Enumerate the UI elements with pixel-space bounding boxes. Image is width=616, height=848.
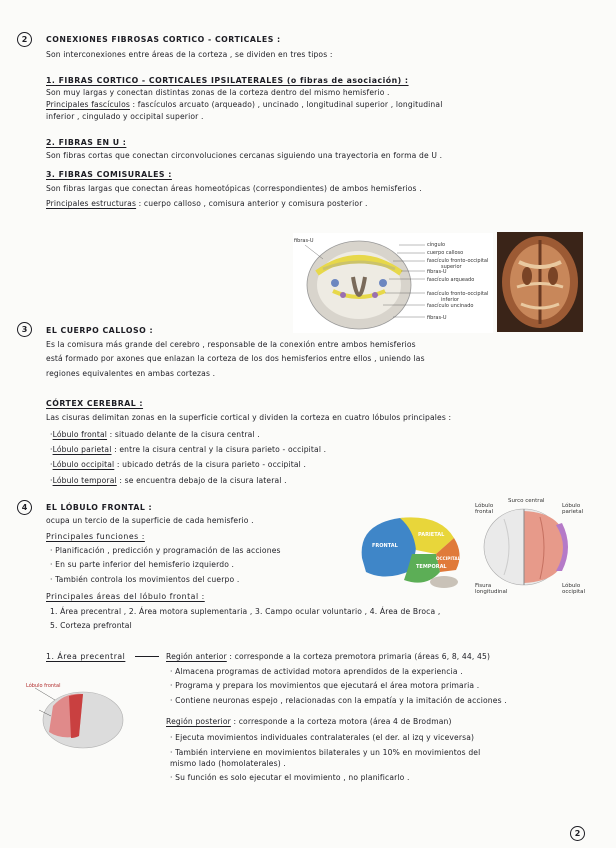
label-cingulo: cíngulo: [427, 242, 446, 248]
lobe-desc: : situado delante de la cisura central .: [107, 430, 260, 439]
text-line: [166, 652, 490, 662]
label-fronto-occipital-inferior: fascículo fronto-occipital: [427, 291, 489, 297]
lobe-desc: : entre la cisura central y la cisura parieto - occipital .: [111, 445, 327, 454]
label-temporal: TEMPORAL: [416, 564, 447, 570]
list-item: · También interviene en movimientos bilaterales y un 10% en movimientos del: [170, 748, 481, 757]
text-line: ocupa un tercio de la superficie de cada hemisferio .: [46, 516, 254, 525]
label-frontal: FRONTAL: [372, 543, 398, 549]
subsection-title-comisurales: 3. FIBRAS COMISURALES :: [46, 170, 172, 179]
lateral-lobes-figure: [356, 510, 466, 590]
text-line: Son fibras largas que conectan áreas homeotópicas (correspondientes) de ambos hemisferios .: [46, 184, 422, 193]
subsection-title-fibras-u: 2. FIBRAS EN U :: [46, 138, 127, 147]
text-line: 1. Área precentral , 2. Área motora suplementaria , 3. Campo ocular voluntario , 4. Área de Broca ,: [50, 607, 441, 616]
arrow-line: [135, 656, 159, 657]
list-item: mismo lado (homolaterales) .: [170, 759, 286, 768]
text-line: [46, 100, 442, 110]
section-number-3: 3: [17, 322, 32, 337]
text-line: inferior , cingulado y occipital superior .: [46, 112, 204, 121]
subsection-title-cortex: CÓRTEX CEREBRAL :: [46, 399, 144, 408]
text-line: [46, 199, 368, 209]
label-fibras-u-left: fibras-U: [294, 238, 314, 244]
section-title-cuerpo-calloso: EL CUERPO CALLOSO :: [46, 326, 154, 335]
lobe-name: Lóbulo frontal: [52, 430, 108, 439]
lobe-desc: : se encuentra debajo de la cisura lateral .: [116, 476, 287, 485]
superior-view-figure: [474, 495, 594, 601]
subsection-title-areas: Principales áreas del lóbulo frontal :: [46, 592, 205, 601]
label-surco-central: Surco central: [508, 498, 545, 504]
label-superior: superior: [441, 264, 462, 270]
subsection-title-ipsilaterales: 1. FIBRAS CORTICO - CORTICALES IPSILATERALES (o fibras de asociación) :: [46, 76, 409, 85]
list-item: · Su función es solo ejecutar el movimiento , no planificarlo .: [170, 773, 410, 782]
subsection-title-precentral: [46, 652, 125, 662]
label-fasciculo-uncinado: fascículo uncinado: [427, 303, 474, 309]
text-line: regiones equivalentes en ambas cortezas .: [46, 369, 216, 378]
text-line: Es la comisura más grande del cerebro , responsable de la conexión entre ambos hemisferios: [46, 340, 416, 349]
label-fibras-u: fibras-U: [427, 269, 447, 275]
list-item: · Almacena programas de actividad motora aprendidos de la experiencia .: [170, 667, 463, 676]
lobes-illustration: [356, 510, 466, 590]
coronal-brain-illustration: [293, 233, 493, 333]
text-line: Son muy largas y conectan distintas zonas de la corteza dentro del mismo hemisferio .: [46, 88, 390, 97]
function-item: · En su parte inferior del hemisferio izquierdo .: [50, 560, 235, 569]
dissection-image: [497, 232, 583, 332]
lobe-item: ·Lóbulo temporal : se encuentra debajo de la cisura lateral .: [50, 476, 287, 485]
page-number: 2: [570, 826, 585, 841]
precentral-illustration: [25, 680, 127, 760]
brain-dissection-photo: [497, 232, 583, 332]
label-lobulo-frontal: Lóbulo frontal: [475, 503, 494, 515]
label-lobulo-occipital: Lóbulo occipital: [562, 583, 586, 595]
label-inferior: inferior: [441, 297, 459, 303]
text-rest: : fascículos arcuato (arqueado) , uncinado , longitudinal superior , longitudinal: [129, 100, 443, 109]
label-lobulo-parietal: Lóbulo parietal: [562, 503, 584, 515]
lobe-item: ·Lóbulo parietal : entre la cisura central y la cisura parieto - occipital .: [50, 445, 327, 454]
lobe-name: Lóbulo parietal: [52, 445, 112, 454]
function-item: · Planificación , predicción y programación de las acciones: [50, 546, 281, 555]
label-parietal: PARIETAL: [418, 532, 445, 538]
region-anterior-desc: : corresponde a la corteza premotora primaria (áreas 6, 8, 44, 45): [226, 652, 491, 661]
section-title-lobulo-frontal: EL LÓBULO FRONTAL :: [46, 503, 153, 512]
region-posterior-title: Región posterior: [166, 717, 231, 726]
label-fronto-occipital-superior: fascículo fronto-occipital: [427, 258, 489, 264]
lobe-name: Lóbulo temporal: [52, 476, 117, 485]
text-line: 5. Corteza prefrontal: [50, 621, 132, 630]
region-anterior-title: Región anterior: [166, 652, 227, 661]
section-number-2: 2: [17, 32, 32, 47]
section-number-4: 4: [17, 500, 32, 515]
label-fisura-longitudinal: Fisura longitudinal: [475, 583, 508, 595]
text-line: Las cisuras delimitan zonas en la superficie cortical y dividen la corteza en cuatro lóbulos principales :: [46, 413, 452, 422]
text-line: [166, 717, 452, 727]
region-posterior-desc: : corresponde a la corteza motora (área 4 de Brodman): [230, 717, 452, 726]
lobe-name: Lóbulo occipital: [52, 460, 115, 469]
text-line: Son fibras cortas que conectan circonvoluciones cercanas siguiendo una trayectoria en forma de U .: [46, 151, 443, 160]
subsection-title-funciones: Principales funciones :: [46, 532, 145, 541]
lobe-item: ·Lóbulo frontal : situado delante de la cisura central .: [50, 430, 260, 439]
text-line: está formado por axones que enlazan la corteza de los dos hemisferios entre ellos , uniendo las: [46, 354, 425, 363]
lobe-desc: : ubicado detrás de la cisura parieto - occipital .: [114, 460, 307, 469]
function-item: · También controla los movimientos del cuerpo .: [50, 575, 240, 584]
text-rest: : cuerpo calloso , comisura anterior y comisura posterior .: [136, 199, 368, 208]
label-occipital: OCCIPITAL: [436, 556, 461, 561]
precentral-title-text: 1. Área precentral: [46, 652, 126, 661]
label-cuerpo-calloso: cuerpo calloso: [427, 250, 464, 256]
precentral-area-figure: [25, 680, 127, 760]
text-heading-inline: Principales estructuras: [46, 199, 137, 208]
label-lobulo-frontal-small: Lóbulo frontal: [26, 683, 61, 689]
coronal-fibers-figure: [293, 233, 493, 333]
text-heading-inline: Principales fascículos: [46, 100, 130, 109]
section-intro: Son interconexiones entre áreas de la corteza , se dividen en tres tipos :: [46, 50, 333, 59]
list-item: · Programa y prepara los movimientos que ejecutará el área motora primaria .: [170, 681, 480, 690]
label-fibras-u-bottom: fibras-U: [427, 315, 447, 321]
lobe-item: ·Lóbulo occipital : ubicado detrás de la cisura parieto - occipital .: [50, 460, 307, 469]
list-item: · Ejecuta movimientos individuales contralaterales (el der. al izq y viceversa): [170, 733, 475, 742]
list-item: · Contiene neuronas espejo , relacionadas con la empatía y la imitación de acciones .: [170, 696, 507, 705]
section-title-fibras: CONEXIONES FIBROSAS CORTICO - CORTICALES :: [46, 35, 281, 44]
label-fasciculo-arqueado: fascículo arqueado: [427, 277, 475, 283]
